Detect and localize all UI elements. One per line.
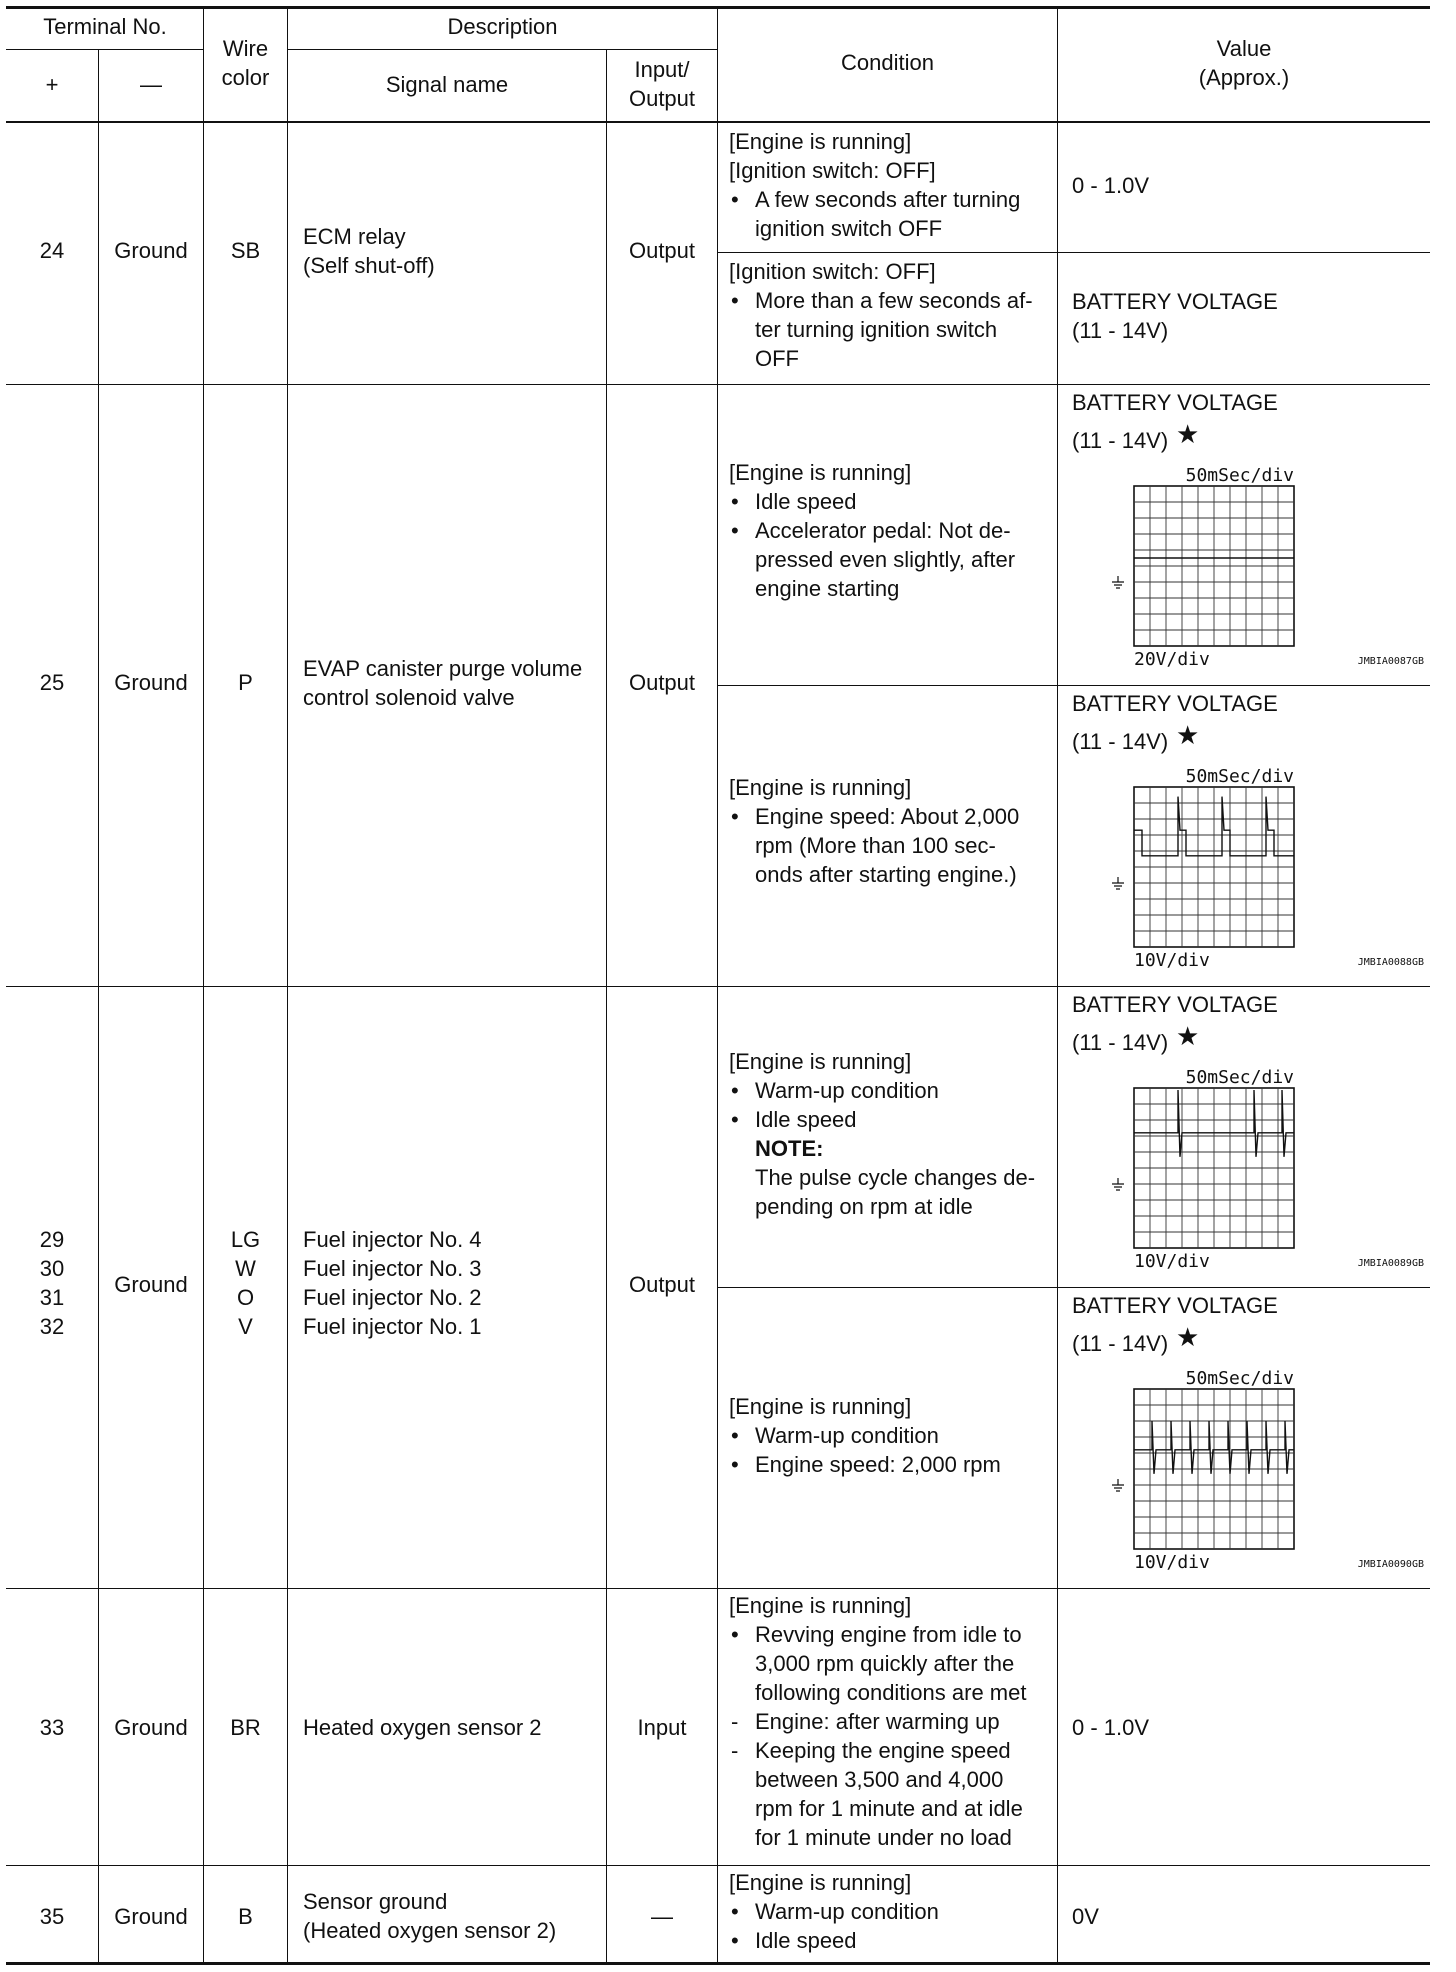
condition-text: Idle speed	[755, 1107, 857, 1132]
condition-line	[729, 1163, 1035, 1192]
vrule-plus-minus	[98, 49, 99, 1963]
condition-text: Keeping the engine speed	[755, 1738, 1011, 1763]
vrule-minus-wire	[203, 8, 204, 1963]
value-text: 0 - 1.0V	[1072, 173, 1150, 198]
signal-name: Sensor ground	[303, 1889, 448, 1914]
value-text: (11 - 14V)	[1072, 318, 1169, 343]
condition-text: pressed even slightly, after	[755, 547, 1016, 572]
signal-name: Fuel injector No. 3	[303, 1256, 482, 1281]
signal-name: Fuel injector No. 1	[303, 1314, 482, 1339]
condition-line	[729, 773, 1019, 802]
signal-name: Fuel injector No. 4	[303, 1227, 482, 1252]
header-plus: +	[45, 72, 59, 97]
condition-line	[729, 831, 1019, 860]
terminal-plus: 31	[39, 1285, 65, 1310]
bullet-marker: •	[731, 187, 739, 212]
signal-name: (Heated oxygen sensor 2)	[303, 1918, 557, 1943]
vrule-wire-desc	[287, 8, 288, 1963]
wire-color: P	[238, 670, 253, 695]
condition-text: onds after starting engine.)	[755, 862, 1017, 887]
rule-header-mid-desc	[287, 49, 718, 50]
condition-text: Accelerator pedal: Not de-	[755, 518, 1011, 543]
condition-text: pending on rpm at idle	[755, 1194, 973, 1219]
condition-line	[729, 1678, 1026, 1707]
rule-top	[6, 6, 1430, 9]
bullet-marker: •	[731, 1423, 739, 1448]
bullet-item	[729, 1076, 1035, 1105]
terminal-minus: Ground	[114, 238, 188, 263]
rule-bottom	[6, 1962, 1430, 1965]
value-text: (11 - 14V)	[1072, 729, 1169, 754]
rule-row25-split	[718, 685, 1430, 686]
bullet-item	[729, 516, 1015, 545]
condition-text: [Ignition switch: OFF]	[729, 259, 936, 284]
value-text: BATTERY VOLTAGE	[1072, 1293, 1278, 1318]
time-per-div-label: 50mSec/div	[1185, 465, 1294, 486]
bullet-marker: -	[731, 1709, 739, 1734]
time-per-div-label: 50mSec/div	[1185, 1368, 1294, 1389]
terminal-minus: Ground	[114, 1715, 188, 1740]
header-terminal-no: Terminal No.	[43, 14, 167, 39]
condition-text: Idle speed	[755, 1928, 857, 1953]
signal-name: Heated oxygen sensor 2	[303, 1715, 542, 1740]
terminal-plus: 32	[39, 1314, 65, 1339]
condition-line	[729, 315, 1033, 344]
bullet-item	[729, 185, 1020, 214]
bullet-marker: •	[731, 1928, 739, 1953]
input-output: Output	[628, 1272, 696, 1297]
input-output: Output	[628, 238, 696, 263]
figure-code: JMBIA0088GB	[1357, 957, 1424, 968]
rule-row24-split	[718, 252, 1430, 253]
star-icon: ★	[1176, 720, 1200, 750]
ground-icon	[1112, 877, 1124, 889]
terminal-minus: Ground	[114, 670, 188, 695]
volt-per-div-label: 10V/div	[1134, 1552, 1210, 1573]
condition-block	[729, 257, 1033, 373]
condition-text: NOTE:	[755, 1136, 824, 1161]
rule-row29-bottom	[6, 1588, 1430, 1589]
condition-block	[729, 1047, 1035, 1221]
bullet-item	[729, 487, 1015, 516]
oscilloscope-waveform	[1058, 462, 1430, 672]
value-text: (11 - 14V)	[1072, 1331, 1169, 1356]
oscilloscope-waveform	[1058, 1064, 1430, 1274]
condition-line	[729, 860, 1019, 889]
condition-text: 3,000 rpm quickly after the	[755, 1651, 1015, 1676]
rule-header-mid-left	[6, 49, 204, 50]
condition-line	[729, 1134, 1035, 1163]
condition-text: [Engine is running]	[729, 1593, 912, 1618]
condition-text: Warm-up condition	[755, 1899, 939, 1924]
volt-per-div-label: 10V/div	[1134, 1251, 1210, 1272]
bullet-marker: -	[731, 1738, 739, 1763]
condition-text: [Engine is running]	[729, 1394, 912, 1419]
volt-per-div-label: 10V/div	[1134, 950, 1210, 971]
bullet-item	[729, 1620, 1026, 1649]
bullet-marker: •	[731, 1107, 739, 1132]
input-output: —	[651, 1904, 673, 1929]
terminal-plus: 25	[39, 670, 65, 695]
header-approx: (Approx.)	[1198, 65, 1290, 90]
bullet-marker: •	[731, 1899, 739, 1924]
condition-text: [Engine is running]	[729, 1049, 912, 1074]
condition-text: Engine speed: 2,000 rpm	[755, 1452, 1001, 1477]
input-output: Input	[637, 1715, 687, 1740]
star-icon: ★	[1176, 419, 1200, 449]
terminal-plus: 33	[39, 1715, 65, 1740]
bullet-item	[729, 286, 1033, 315]
condition-text: following conditions are met	[755, 1680, 1027, 1705]
condition-line	[729, 574, 1015, 603]
terminal-minus: Ground	[114, 1904, 188, 1929]
condition-line	[729, 1591, 1026, 1620]
figure-code: JMBIA0090GB	[1357, 1559, 1424, 1570]
wire-color: B	[238, 1904, 253, 1929]
ground-icon	[1112, 1479, 1124, 1491]
condition-text: [Engine is running]	[729, 1870, 912, 1895]
bullet-marker: •	[731, 804, 739, 829]
condition-text: ter turning ignition switch	[755, 317, 998, 342]
header-value: Value	[1216, 36, 1272, 61]
condition-text: The pulse cycle changes de-	[755, 1165, 1036, 1190]
condition-text: More than a few seconds af-	[755, 288, 1033, 313]
header-wire: Wire	[222, 36, 269, 61]
wire-color: V	[238, 1314, 253, 1339]
value-text: 0V	[1072, 1904, 1099, 1929]
value-text: BATTERY VOLTAGE	[1072, 992, 1278, 1017]
condition-text: Revving engine from idle to	[755, 1622, 1022, 1647]
oscilloscope-waveform	[1058, 763, 1430, 973]
header-output: Output	[628, 86, 696, 111]
rule-row24-bottom	[6, 384, 1430, 385]
signal-name: (Self shut-off)	[303, 253, 435, 278]
condition-text: Engine: after warming up	[755, 1709, 1000, 1734]
bullet-marker: •	[731, 1452, 739, 1477]
value-text: BATTERY VOLTAGE	[1072, 289, 1278, 314]
condition-line	[729, 156, 1020, 185]
terminal-plus: 35	[39, 1904, 65, 1929]
time-per-div-label: 50mSec/div	[1185, 766, 1294, 787]
bullet-item	[729, 1707, 1026, 1736]
condition-block	[729, 1392, 1001, 1479]
input-output: Output	[628, 670, 696, 695]
condition-block	[729, 127, 1020, 243]
condition-line	[729, 458, 1015, 487]
terminal-plus: 29	[39, 1227, 65, 1252]
condition-block	[729, 1868, 939, 1955]
oscilloscope-waveform	[1058, 1365, 1430, 1575]
condition-line	[729, 1823, 1026, 1852]
condition-text: [Engine is running]	[729, 460, 912, 485]
condition-text: Warm-up condition	[755, 1078, 939, 1103]
wire-color: O	[236, 1285, 255, 1310]
bullet-item	[729, 802, 1019, 831]
volt-per-div-label: 20V/div	[1134, 649, 1210, 670]
header-input: Input/	[634, 57, 690, 82]
bullet-marker: •	[731, 1622, 739, 1647]
vrule-signal-io	[606, 49, 607, 1963]
ground-icon	[1112, 576, 1124, 588]
bullet-item	[729, 1105, 1035, 1134]
condition-line	[729, 214, 1020, 243]
terminal-plus: 30	[39, 1256, 65, 1281]
condition-block	[729, 1591, 1026, 1852]
header-signal-name: Signal name	[385, 72, 509, 97]
terminal-minus: Ground	[114, 1272, 188, 1297]
rule-row33-bottom	[6, 1865, 1430, 1866]
rule-row25-bottom	[6, 986, 1430, 987]
condition-line	[729, 1192, 1035, 1221]
condition-line	[729, 545, 1015, 574]
wire-color: BR	[230, 1715, 261, 1740]
star-icon: ★	[1176, 1322, 1200, 1352]
bullet-marker: •	[731, 288, 739, 313]
header-color: color	[221, 65, 270, 90]
condition-text: ignition switch OFF	[755, 216, 943, 241]
condition-line	[729, 1868, 939, 1897]
ground-icon	[1112, 1178, 1124, 1190]
condition-text: [Ignition switch: OFF]	[729, 158, 936, 183]
condition-text: between 3,500 and 4,000	[755, 1767, 1004, 1792]
header-condition: Condition	[841, 50, 934, 75]
condition-line	[729, 1765, 1026, 1794]
value-text: (11 - 14V)	[1072, 428, 1169, 453]
signal-name: ECM relay	[303, 224, 406, 249]
bullet-item	[729, 1450, 1001, 1479]
condition-text: Idle speed	[755, 489, 857, 514]
wire-color: LG	[230, 1227, 261, 1252]
condition-line	[729, 257, 1033, 286]
condition-text: [Engine is running]	[729, 775, 912, 800]
condition-line	[729, 344, 1033, 373]
condition-text: for 1 minute under no load	[755, 1825, 1012, 1850]
bullet-item	[729, 1421, 1001, 1450]
time-per-div-label: 50mSec/div	[1185, 1067, 1294, 1088]
terminal-plus: 24	[39, 238, 65, 263]
condition-text: engine starting	[755, 576, 900, 601]
condition-line	[729, 1392, 1001, 1421]
condition-line	[729, 1649, 1026, 1678]
header-description: Description	[447, 14, 558, 39]
vrule-io-condition	[717, 8, 718, 1963]
value-text: (11 - 14V)	[1072, 1030, 1169, 1055]
condition-line	[729, 127, 1020, 156]
condition-block	[729, 458, 1015, 603]
condition-text: A few seconds after turning	[755, 187, 1021, 212]
condition-text: rpm for 1 minute and at idle	[755, 1796, 1023, 1821]
rule-header-bottom	[6, 121, 1430, 123]
condition-text: [Engine is running]	[729, 129, 912, 154]
condition-block	[729, 773, 1019, 889]
signal-name: Fuel injector No. 2	[303, 1285, 482, 1310]
bullet-item	[729, 1897, 939, 1926]
condition-text: OFF	[755, 346, 799, 371]
figure-code: JMBIA0087GB	[1357, 656, 1424, 667]
condition-text: Engine speed: About 2,000	[755, 804, 1020, 829]
star-icon: ★	[1176, 1021, 1200, 1051]
bullet-marker: •	[731, 1078, 739, 1103]
rule-row29-split	[718, 1287, 1430, 1288]
figure-code: JMBIA0089GB	[1357, 1258, 1424, 1269]
bullet-item	[729, 1736, 1026, 1765]
condition-line	[729, 1047, 1035, 1076]
condition-line	[729, 1794, 1026, 1823]
signal-name: control solenoid valve	[303, 685, 515, 710]
bullet-item	[729, 1926, 939, 1955]
header-minus: —	[140, 72, 162, 97]
bullet-marker: •	[731, 518, 739, 543]
vrule-condition-value	[1057, 8, 1058, 1963]
bullet-marker: •	[731, 489, 739, 514]
condition-text: Warm-up condition	[755, 1423, 939, 1448]
value-text: 0 - 1.0V	[1072, 1715, 1150, 1740]
value-text: BATTERY VOLTAGE	[1072, 691, 1278, 716]
wire-color: SB	[230, 238, 261, 263]
value-text: BATTERY VOLTAGE	[1072, 390, 1278, 415]
signal-name: EVAP canister purge volume	[303, 656, 583, 681]
wire-color: W	[235, 1256, 256, 1281]
condition-text: rpm (More than 100 sec-	[755, 833, 996, 858]
